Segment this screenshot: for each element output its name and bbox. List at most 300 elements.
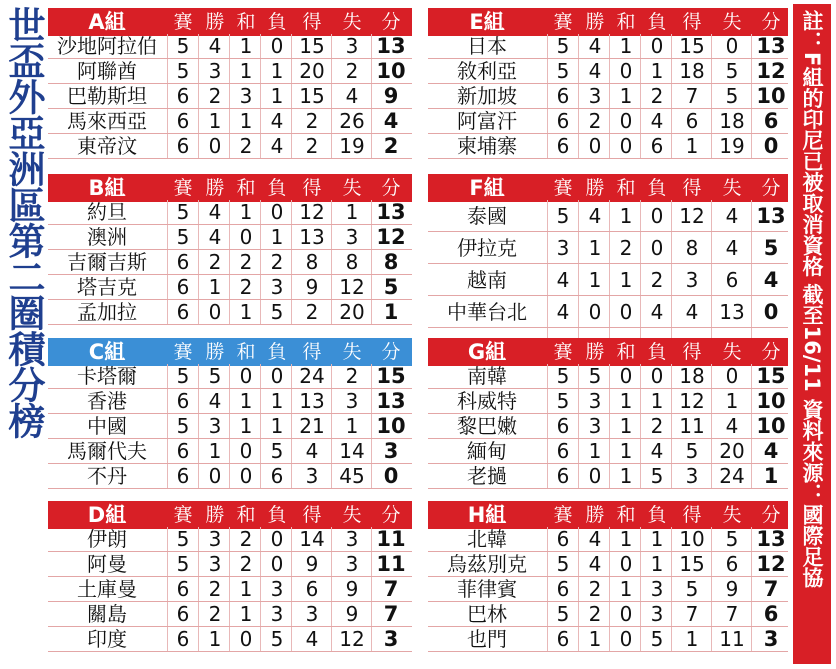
- stat-cell: 0: [619, 59, 633, 83]
- stat-cell: 6: [176, 109, 190, 133]
- points-cell: 4: [383, 109, 399, 133]
- group-name: B組: [88, 176, 126, 200]
- stat-cell: 4: [208, 225, 222, 249]
- points-cell: 10: [756, 84, 786, 108]
- row-divider: [428, 327, 788, 328]
- stat-cell: 1: [619, 527, 633, 551]
- team-row: [48, 84, 412, 109]
- points-cell: 13: [756, 204, 786, 228]
- column-header: 勝: [585, 341, 605, 363]
- stat-cell: 14: [339, 439, 365, 463]
- stat-cell: 1: [345, 414, 359, 438]
- column-header: 分: [761, 341, 781, 363]
- stat-cell: 1: [619, 84, 633, 108]
- team-name: 日本: [467, 34, 507, 58]
- stat-cell: 1: [619, 389, 633, 413]
- stat-cell: 5: [556, 364, 570, 388]
- stat-cell: 1: [239, 414, 253, 438]
- stat-cell: 3: [345, 34, 359, 58]
- points-cell: 13: [756, 527, 786, 551]
- stat-cell: 2: [650, 414, 664, 438]
- row-divider: [48, 324, 412, 325]
- stat-cell: 1: [650, 389, 664, 413]
- column-header: 賽: [553, 341, 573, 363]
- stat-cell: 5: [176, 225, 190, 249]
- stat-cell: 0: [588, 300, 602, 324]
- team-name: 香港: [87, 389, 127, 413]
- team-name: 孟加拉: [77, 300, 137, 324]
- stat-cell: 1: [619, 439, 633, 463]
- stat-cell: 3: [588, 84, 602, 108]
- stat-cell: 6: [176, 250, 190, 274]
- stat-cell: 15: [679, 552, 705, 576]
- stat-cell: 6: [556, 439, 570, 463]
- column-header: 賽: [173, 11, 193, 33]
- team-name: 中國: [87, 414, 127, 438]
- column-header: 得: [682, 341, 702, 363]
- team-name: 印度: [87, 627, 127, 651]
- column-header: 勝: [585, 504, 605, 526]
- points-cell: 12: [376, 225, 406, 249]
- team-name: 澳洲: [87, 225, 127, 249]
- stat-cell: 3: [305, 464, 319, 488]
- stat-cell: 5: [556, 602, 570, 626]
- column-header: 負: [267, 341, 287, 363]
- group-header: [428, 501, 788, 529]
- row-divider: [428, 488, 788, 489]
- column-header: 負: [647, 177, 667, 199]
- stat-cell: 0: [588, 464, 602, 488]
- stat-cell: 20: [719, 439, 745, 463]
- team-row: [48, 34, 412, 59]
- stat-cell: 2: [588, 109, 602, 133]
- row-divider: [48, 651, 412, 652]
- stat-cell: 1: [270, 389, 284, 413]
- team-name: 關島: [87, 602, 127, 626]
- points-cell: 4: [763, 268, 779, 292]
- stat-cell: 18: [679, 364, 705, 388]
- stat-cell: 3: [588, 389, 602, 413]
- stat-cell: 5: [556, 34, 570, 58]
- stat-cell: 6: [176, 275, 190, 299]
- stat-cell: 1: [588, 268, 602, 292]
- stat-cell: 9: [305, 552, 319, 576]
- stat-cell: 0: [650, 364, 664, 388]
- column-header: 得: [682, 504, 702, 526]
- team-name: 南韓: [467, 364, 507, 388]
- team-name: 新加坡: [457, 84, 517, 108]
- stat-cell: 6: [556, 627, 570, 651]
- team-name: 伊拉克: [457, 236, 517, 260]
- points-cell: 8: [383, 250, 399, 274]
- team-name: 土庫曼: [77, 577, 137, 601]
- team-name: 巴林: [467, 602, 507, 626]
- column-header: 和: [236, 504, 256, 526]
- stat-cell: 5: [725, 59, 739, 83]
- stat-cell: 1: [650, 527, 664, 551]
- page-title: 世盃外亞洲區第二圈積分榜: [2, 6, 45, 438]
- points-cell: 13: [376, 34, 406, 58]
- column-header: 分: [381, 177, 401, 199]
- team-name: 緬甸: [467, 439, 507, 463]
- team-name: 伊朗: [87, 527, 127, 551]
- points-cell: 0: [763, 134, 779, 158]
- stat-cell: 12: [299, 200, 325, 224]
- stat-cell: 0: [650, 204, 664, 228]
- points-cell: 7: [383, 602, 399, 626]
- points-cell: 11: [376, 527, 406, 551]
- stat-cell: 4: [208, 389, 222, 413]
- stat-cell: 19: [339, 134, 365, 158]
- stat-cell: 3: [345, 527, 359, 551]
- stat-cell: 2: [239, 527, 253, 551]
- stat-cell: 0: [650, 236, 664, 260]
- team-name: 越南: [467, 268, 507, 292]
- team-name: 塔吉克: [77, 275, 137, 299]
- group-header: [428, 8, 788, 36]
- team-name: 吉爾吉斯: [67, 250, 147, 274]
- stat-cell: 7: [685, 84, 699, 108]
- stat-cell: 3: [208, 552, 222, 576]
- stat-cell: 3: [305, 602, 319, 626]
- column-header: 和: [236, 341, 256, 363]
- points-cell: 1: [763, 464, 779, 488]
- stat-cell: 1: [345, 200, 359, 224]
- stat-cell: 1: [239, 200, 253, 224]
- column-header: 分: [761, 504, 781, 526]
- points-cell: 6: [763, 602, 779, 626]
- points-cell: 6: [763, 109, 779, 133]
- stat-cell: 1: [239, 577, 253, 601]
- team-row: [48, 134, 412, 159]
- stat-cell: 1: [270, 84, 284, 108]
- column-header: 負: [267, 177, 287, 199]
- stat-cell: 0: [619, 300, 633, 324]
- points-cell: 12: [756, 552, 786, 576]
- side-note-panel: [793, 4, 831, 664]
- stat-cell: 1: [619, 34, 633, 58]
- team-name: 科威特: [457, 389, 517, 413]
- team-name: 黎巴嫩: [457, 414, 517, 438]
- team-name: 卡塔爾: [77, 364, 137, 388]
- stat-cell: 0: [650, 34, 664, 58]
- stat-cell: 5: [685, 439, 699, 463]
- stat-cell: 6: [305, 577, 319, 601]
- team-row: [48, 577, 412, 602]
- stat-cell: 3: [208, 414, 222, 438]
- column-header: 失: [342, 504, 362, 526]
- points-cell: 3: [763, 627, 779, 651]
- stat-cell: 2: [239, 134, 253, 158]
- team-row: [48, 414, 412, 439]
- stat-cell: 1: [650, 59, 664, 83]
- points-cell: 10: [756, 414, 786, 438]
- stat-cell: 4: [725, 204, 739, 228]
- team-name: 東帝汶: [77, 134, 137, 158]
- column-header: 分: [381, 11, 401, 33]
- points-cell: 2: [383, 134, 399, 158]
- points-cell: 11: [376, 552, 406, 576]
- stat-cell: 20: [299, 59, 325, 83]
- stat-cell: 4: [305, 627, 319, 651]
- stat-cell: 0: [270, 200, 284, 224]
- group-name: F組: [469, 176, 505, 200]
- team-row: [48, 439, 412, 464]
- stat-cell: 2: [588, 577, 602, 601]
- stat-cell: 4: [588, 552, 602, 576]
- stat-cell: 3: [208, 59, 222, 83]
- stat-cell: 3: [239, 84, 253, 108]
- column-header: 負: [267, 504, 287, 526]
- stat-cell: 5: [725, 527, 739, 551]
- column-header: 得: [302, 11, 322, 33]
- stat-cell: 3: [345, 225, 359, 249]
- team-row: [428, 296, 788, 328]
- stat-cell: 1: [685, 627, 699, 651]
- team-row: [48, 527, 412, 552]
- stat-cell: 5: [270, 300, 284, 324]
- stat-cell: 1: [208, 439, 222, 463]
- team-row: [48, 275, 412, 300]
- column-header: 和: [616, 11, 636, 33]
- stat-cell: 1: [619, 577, 633, 601]
- stat-cell: 13: [299, 389, 325, 413]
- stat-cell: 6: [556, 134, 570, 158]
- stat-cell: 7: [685, 602, 699, 626]
- team-name: 柬埔寨: [457, 134, 517, 158]
- stat-cell: 4: [270, 134, 284, 158]
- stat-cell: 3: [650, 577, 664, 601]
- points-cell: 13: [376, 200, 406, 224]
- team-name: 菲律賓: [457, 577, 517, 601]
- stat-cell: 3: [345, 552, 359, 576]
- points-cell: 5: [763, 236, 779, 260]
- group-name: H組: [467, 503, 507, 527]
- stat-cell: 1: [588, 236, 602, 260]
- team-name: 阿富汗: [457, 109, 517, 133]
- stat-cell: 4: [208, 200, 222, 224]
- team-row: [48, 109, 412, 134]
- team-row: [428, 439, 788, 464]
- group-header: [428, 174, 788, 202]
- stat-cell: 6: [556, 464, 570, 488]
- points-cell: 1: [383, 300, 399, 324]
- column-header: 和: [236, 11, 256, 33]
- stat-cell: 1: [239, 59, 253, 83]
- stat-cell: 1: [270, 414, 284, 438]
- team-row: [428, 627, 788, 652]
- column-header: 賽: [553, 504, 573, 526]
- team-row: [428, 389, 788, 414]
- stat-cell: 1: [685, 134, 699, 158]
- stat-cell: 19: [719, 134, 745, 158]
- stat-cell: 8: [305, 250, 319, 274]
- column-header: 和: [616, 341, 636, 363]
- team-name: 約旦: [87, 200, 127, 224]
- stat-cell: 3: [208, 527, 222, 551]
- stat-cell: 2: [345, 59, 359, 83]
- column-header: 失: [722, 11, 742, 33]
- stat-cell: 6: [725, 552, 739, 576]
- column-header: 失: [342, 177, 362, 199]
- stat-cell: 2: [239, 552, 253, 576]
- stat-cell: 2: [305, 300, 319, 324]
- team-name: 敘利亞: [457, 59, 517, 83]
- points-cell: 10: [756, 389, 786, 413]
- stat-cell: 4: [208, 34, 222, 58]
- stat-cell: 20: [339, 300, 365, 324]
- stat-cell: 7: [725, 602, 739, 626]
- team-row: [428, 200, 788, 232]
- stat-cell: 1: [650, 552, 664, 576]
- stat-cell: 45: [339, 464, 365, 488]
- points-cell: 5: [383, 275, 399, 299]
- stat-cell: 3: [270, 602, 284, 626]
- stat-cell: 6: [556, 414, 570, 438]
- stat-cell: 0: [208, 300, 222, 324]
- group-name: G組: [467, 340, 507, 364]
- column-header: 賽: [173, 177, 193, 199]
- stat-cell: 1: [208, 275, 222, 299]
- stat-cell: 0: [619, 552, 633, 576]
- stat-cell: 0: [208, 134, 222, 158]
- stat-cell: 9: [725, 577, 739, 601]
- stat-cell: 24: [719, 464, 745, 488]
- team-name: 馬爾代夫: [67, 439, 147, 463]
- row-divider: [428, 651, 788, 652]
- team-row: [48, 389, 412, 414]
- team-row: [48, 364, 412, 389]
- stat-cell: 12: [679, 389, 705, 413]
- group-header: [48, 338, 412, 366]
- column-header: 分: [761, 177, 781, 199]
- stat-cell: 0: [270, 34, 284, 58]
- stat-cell: 4: [588, 204, 602, 228]
- stat-cell: 15: [299, 34, 325, 58]
- stat-cell: 5: [650, 464, 664, 488]
- points-cell: 15: [376, 364, 406, 388]
- stat-cell: 5: [176, 34, 190, 58]
- stat-cell: 1: [619, 268, 633, 292]
- column-header: 失: [342, 341, 362, 363]
- stat-cell: 5: [176, 59, 190, 83]
- stat-cell: 13: [719, 300, 745, 324]
- stat-cell: 5: [176, 200, 190, 224]
- stat-cell: 1: [619, 414, 633, 438]
- stat-cell: 4: [588, 34, 602, 58]
- column-header: 得: [682, 11, 702, 33]
- stat-cell: 0: [239, 627, 253, 651]
- team-name: 烏茲別克: [447, 552, 527, 576]
- stat-cell: 6: [556, 109, 570, 133]
- team-name: 不丹: [87, 464, 127, 488]
- stat-cell: 9: [305, 275, 319, 299]
- points-cell: 15: [756, 364, 786, 388]
- stat-cell: 5: [650, 627, 664, 651]
- stat-cell: 5: [556, 204, 570, 228]
- group-header: [48, 174, 412, 202]
- column-header: 得: [302, 177, 322, 199]
- stat-cell: 13: [299, 225, 325, 249]
- points-cell: 4: [763, 439, 779, 463]
- column-header: 和: [616, 504, 636, 526]
- stat-cell: 1: [588, 439, 602, 463]
- stat-cell: 4: [588, 59, 602, 83]
- column-header: 分: [381, 341, 401, 363]
- stat-cell: 3: [270, 275, 284, 299]
- stat-cell: 0: [619, 602, 633, 626]
- stat-cell: 1: [239, 300, 253, 324]
- stat-cell: 6: [176, 627, 190, 651]
- row-divider: [48, 488, 412, 489]
- side-note: 註：F組的印尼已被取消資格 截至16/11 資料來源：國際足協: [800, 10, 824, 589]
- stat-cell: 0: [239, 364, 253, 388]
- stat-cell: 0: [619, 627, 633, 651]
- stat-cell: 11: [719, 627, 745, 651]
- team-row: [48, 300, 412, 325]
- team-name: 泰國: [467, 204, 507, 228]
- team-name: 阿聯酋: [77, 59, 137, 83]
- team-row: [428, 364, 788, 389]
- stat-cell: 3: [685, 464, 699, 488]
- stat-cell: 1: [588, 627, 602, 651]
- column-header: 得: [682, 177, 702, 199]
- stat-cell: 6: [725, 268, 739, 292]
- stat-cell: 2: [239, 275, 253, 299]
- column-header: 失: [342, 11, 362, 33]
- group-name: E組: [469, 10, 505, 34]
- stat-cell: 6: [176, 602, 190, 626]
- stat-cell: 6: [556, 527, 570, 551]
- stat-cell: 4: [725, 414, 739, 438]
- group-header: [428, 338, 788, 366]
- column-header: 賽: [173, 504, 193, 526]
- stat-cell: 0: [239, 439, 253, 463]
- points-cell: 3: [383, 439, 399, 463]
- column-header: 勝: [585, 11, 605, 33]
- column-header: 得: [302, 341, 322, 363]
- column-header: 負: [647, 504, 667, 526]
- column-header: 失: [722, 504, 742, 526]
- team-name: 北韓: [467, 527, 507, 551]
- column-header: 負: [647, 11, 667, 33]
- stat-cell: 2: [305, 109, 319, 133]
- stat-cell: 0: [619, 134, 633, 158]
- team-row: [428, 414, 788, 439]
- stat-cell: 1: [239, 109, 253, 133]
- stat-cell: 6: [176, 439, 190, 463]
- team-row: [428, 552, 788, 577]
- stat-cell: 0: [619, 109, 633, 133]
- stat-cell: 1: [239, 389, 253, 413]
- stat-cell: 0: [725, 364, 739, 388]
- stat-cell: 2: [650, 84, 664, 108]
- team-row: [428, 134, 788, 159]
- team-row: [48, 250, 412, 275]
- stat-cell: 2: [619, 236, 633, 260]
- stat-cell: 5: [725, 84, 739, 108]
- team-row: [428, 34, 788, 59]
- column-header: 和: [236, 177, 256, 199]
- stat-cell: 5: [556, 59, 570, 83]
- stat-cell: 5: [270, 439, 284, 463]
- stat-cell: 0: [270, 527, 284, 551]
- stat-cell: 3: [685, 268, 699, 292]
- points-cell: 9: [383, 84, 399, 108]
- stat-cell: 5: [685, 577, 699, 601]
- row-divider: [428, 158, 788, 159]
- stat-cell: 12: [339, 275, 365, 299]
